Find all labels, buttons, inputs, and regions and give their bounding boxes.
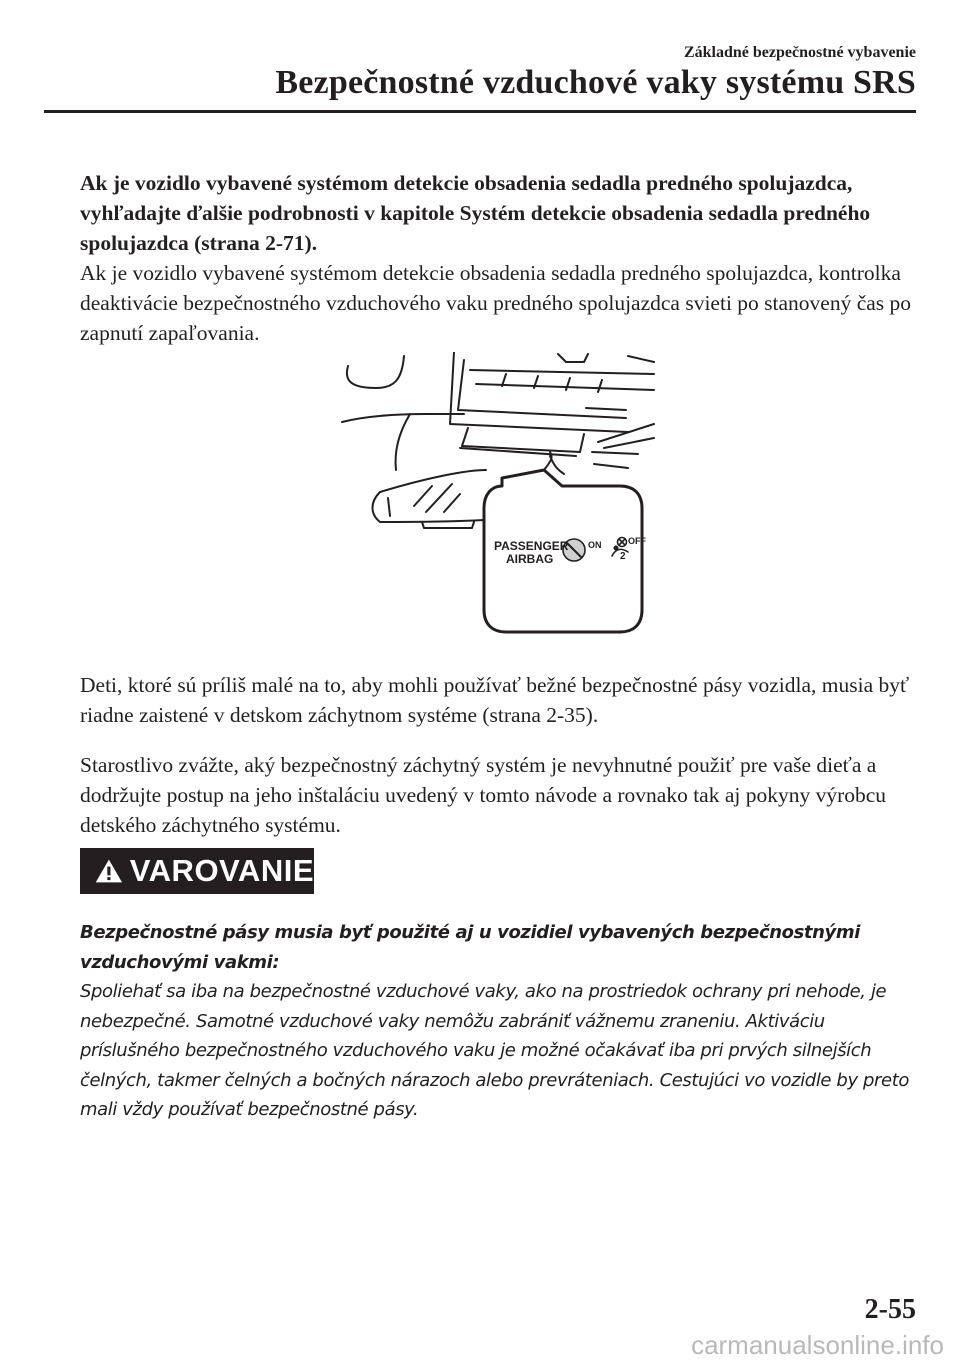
warning-triangle-icon [94,856,124,886]
warning-bold-text: Bezpečnostné pásy musia byť použité aj u vozidiel vybavených bezpečnostnými vzduchovými vakmi: [80,922,861,973]
children-text: Deti, ktoré sú príliš malé na to, aby mohli používať bežné bezpečnostné pásy vozidla, musia byť riadne zaistené v detskom záchytnom systéme (strana 2-35). [80,673,910,727]
warning-content [80,918,920,1125]
warning-label: VAROVANIE [129,853,314,888]
children-paragraph [80,670,920,730]
intro-text: Ak je vozidlo vybavené systémom detekcie obsadenia sedadla predného spolujazdca, kontrolka deaktivácie bezpečnostného vzduchového vaku predného spolujazdca svieti po stanovený čas po zapnutí zapaľovania. [80,261,912,345]
carefully-text: Starostlivo zvážte, aký bezpečnostný záchytný systém je nevyhnutné použiť pre vaše dieťa a dodržujte postup na jeho inštaláciu uvedený v tomto návode a rovnako tak aj pokyny výrobcu detského záchytného systému. [80,753,887,837]
indicator-on-label: ON [588,540,602,550]
header-section-label: Základné bezpečnostné vybavenie [683,44,916,61]
page-number: 2-55 [864,1294,916,1325]
carefully-paragraph [80,750,920,840]
header-divider [44,110,916,113]
indicator-label-line2: AIRBAG [506,552,554,566]
dashboard-diagram [336,352,656,642]
intro-paragraph [80,168,920,348]
indicator-seat-number: 2 [620,551,626,562]
indicator-off-label: OFF [628,536,646,546]
warning-banner [80,848,314,894]
dashboard-illustration [336,352,656,642]
watermark: carmanualsonline.info [691,1330,944,1360]
page-title: Bezpečnostné vzduchové vaky systému SRS [275,64,916,101]
indicator-label-line1: PASSENGER [494,539,569,553]
warning-text: Spoliehať sa iba na bezpečnostné vzduchové vaky, ako na prostriedok ochrany pri nehode, je nebezpečné. Samotné vzduchové vaky nemôžu zabrániť vážnemu zraneniu. Aktiváciu príslušného bezpečnostného vzduchového vaku je možné očakávať iba pri prvých silnejších čelných, takmer čelných a bočných nárazoch alebo prevráteniach. Cestujúci vo vozidle by preto mali vždy používať bezpečnostné pásy. [80,981,909,1120]
intro-bold-text: Ak je vozidlo vybavené systémom detekcie obsadenia sedadla predného spolujazdca, vyhľadajte ďalšie podrobnosti v kapitole Systém detekcie obsadenia sedadla predného spolujazdca (strana 2-71). [80,171,871,255]
